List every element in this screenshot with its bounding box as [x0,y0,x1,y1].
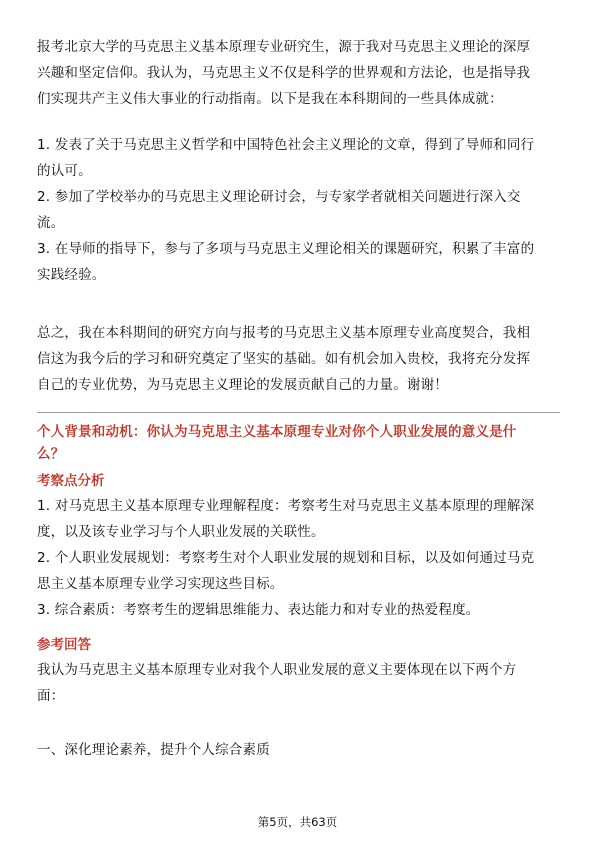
analysis-line: 度，以及该专业学习与个人职业发展的关联性。 [37,524,325,540]
analysis-list [37,493,560,623]
analysis-line: 2. 个人职业发展规划：考察考生对个人职业发展的规划和目标，以及如何通过马克 [37,550,535,566]
achievement-item [37,184,560,236]
intro-paragraph [37,34,560,112]
analysis-item [37,545,560,597]
analysis-item [37,493,560,545]
achievement-line: 1. 发表了关于马克思主义哲学和中国特色社会主义理论的文章，得到了导师和同行 [37,137,535,153]
analysis-item [37,597,560,623]
achievement-line: 实践经验。 [37,267,106,283]
achievement-line: 2. 参加了学校举办的马克思主义理论研讨会，与专家学者就相关问题进行深入交 [37,189,521,205]
summary-line: 自己的专业优势，为马克思主义理论的发展贡献自己的力量。谢谢！ [37,377,448,393]
answer-paragraph [37,657,560,709]
summary-line: 信这为我今后的学习和研究奠定了坚实的基础。如有机会加入贵校，我将充分发挥 [37,351,531,367]
summary-line: 总之，我在本科期间的研究方向与报考的马克思主义基本原理专业高度契合，我相 [37,325,531,341]
answer-heading: 参考回答 [37,637,91,653]
answer-line: 面： [37,688,65,704]
section-divider [37,412,560,413]
intro-line: 兴趣和坚定信仰。我认为，马克思主义不仅是科学的世界观和方法论，也是指导我 [37,65,531,81]
analysis-heading: 考察点分析 [37,473,105,489]
question-line: 个人背景和动机：你认为马克思主义基本原理专业对你个人职业发展的意义是什 [37,424,517,440]
achievement-line: 的认可。 [37,163,92,179]
analysis-line: 3. 综合素质：考察考生的逻辑思维能力、表达能力和对专业的热爱程度。 [37,602,480,618]
analysis-line: 1. 对马克思主义基本原理专业理解程度：考察考生对马克思主义基本原理的理解深 [37,498,535,514]
intro-line: 们实现共产主义伟大事业的行动指南。以下是我在本科期间的一些具体成就： [37,91,503,107]
achievement-line: 3. 在导师的指导下，参与了多项与马克思主义理论相关的课题研究，积累了丰富的 [37,241,535,257]
achievement-item [37,236,560,288]
intro-line: 报考北京大学的马克思主义基本原理专业研究生，源于我对马克思主义理论的深厚 [37,39,531,55]
page-footer: 第5页，共63页 [257,815,338,829]
summary-paragraph [37,320,560,398]
analysis-line: 思主义基本原理专业学习实现这些目标。 [37,576,284,592]
document-body [37,34,560,763]
question-line: 么？ [37,446,65,462]
achievement-list [37,132,560,288]
achievement-line: 流。 [37,215,65,231]
question-heading [37,421,560,465]
answer-line: 我认为马克思主义基本原理专业对我个人职业发展的意义主要体现在以下两个方 [37,662,517,678]
answer-section-title: 一、深化理论素养，提升个人综合素质 [37,742,270,758]
achievement-item [37,132,560,184]
